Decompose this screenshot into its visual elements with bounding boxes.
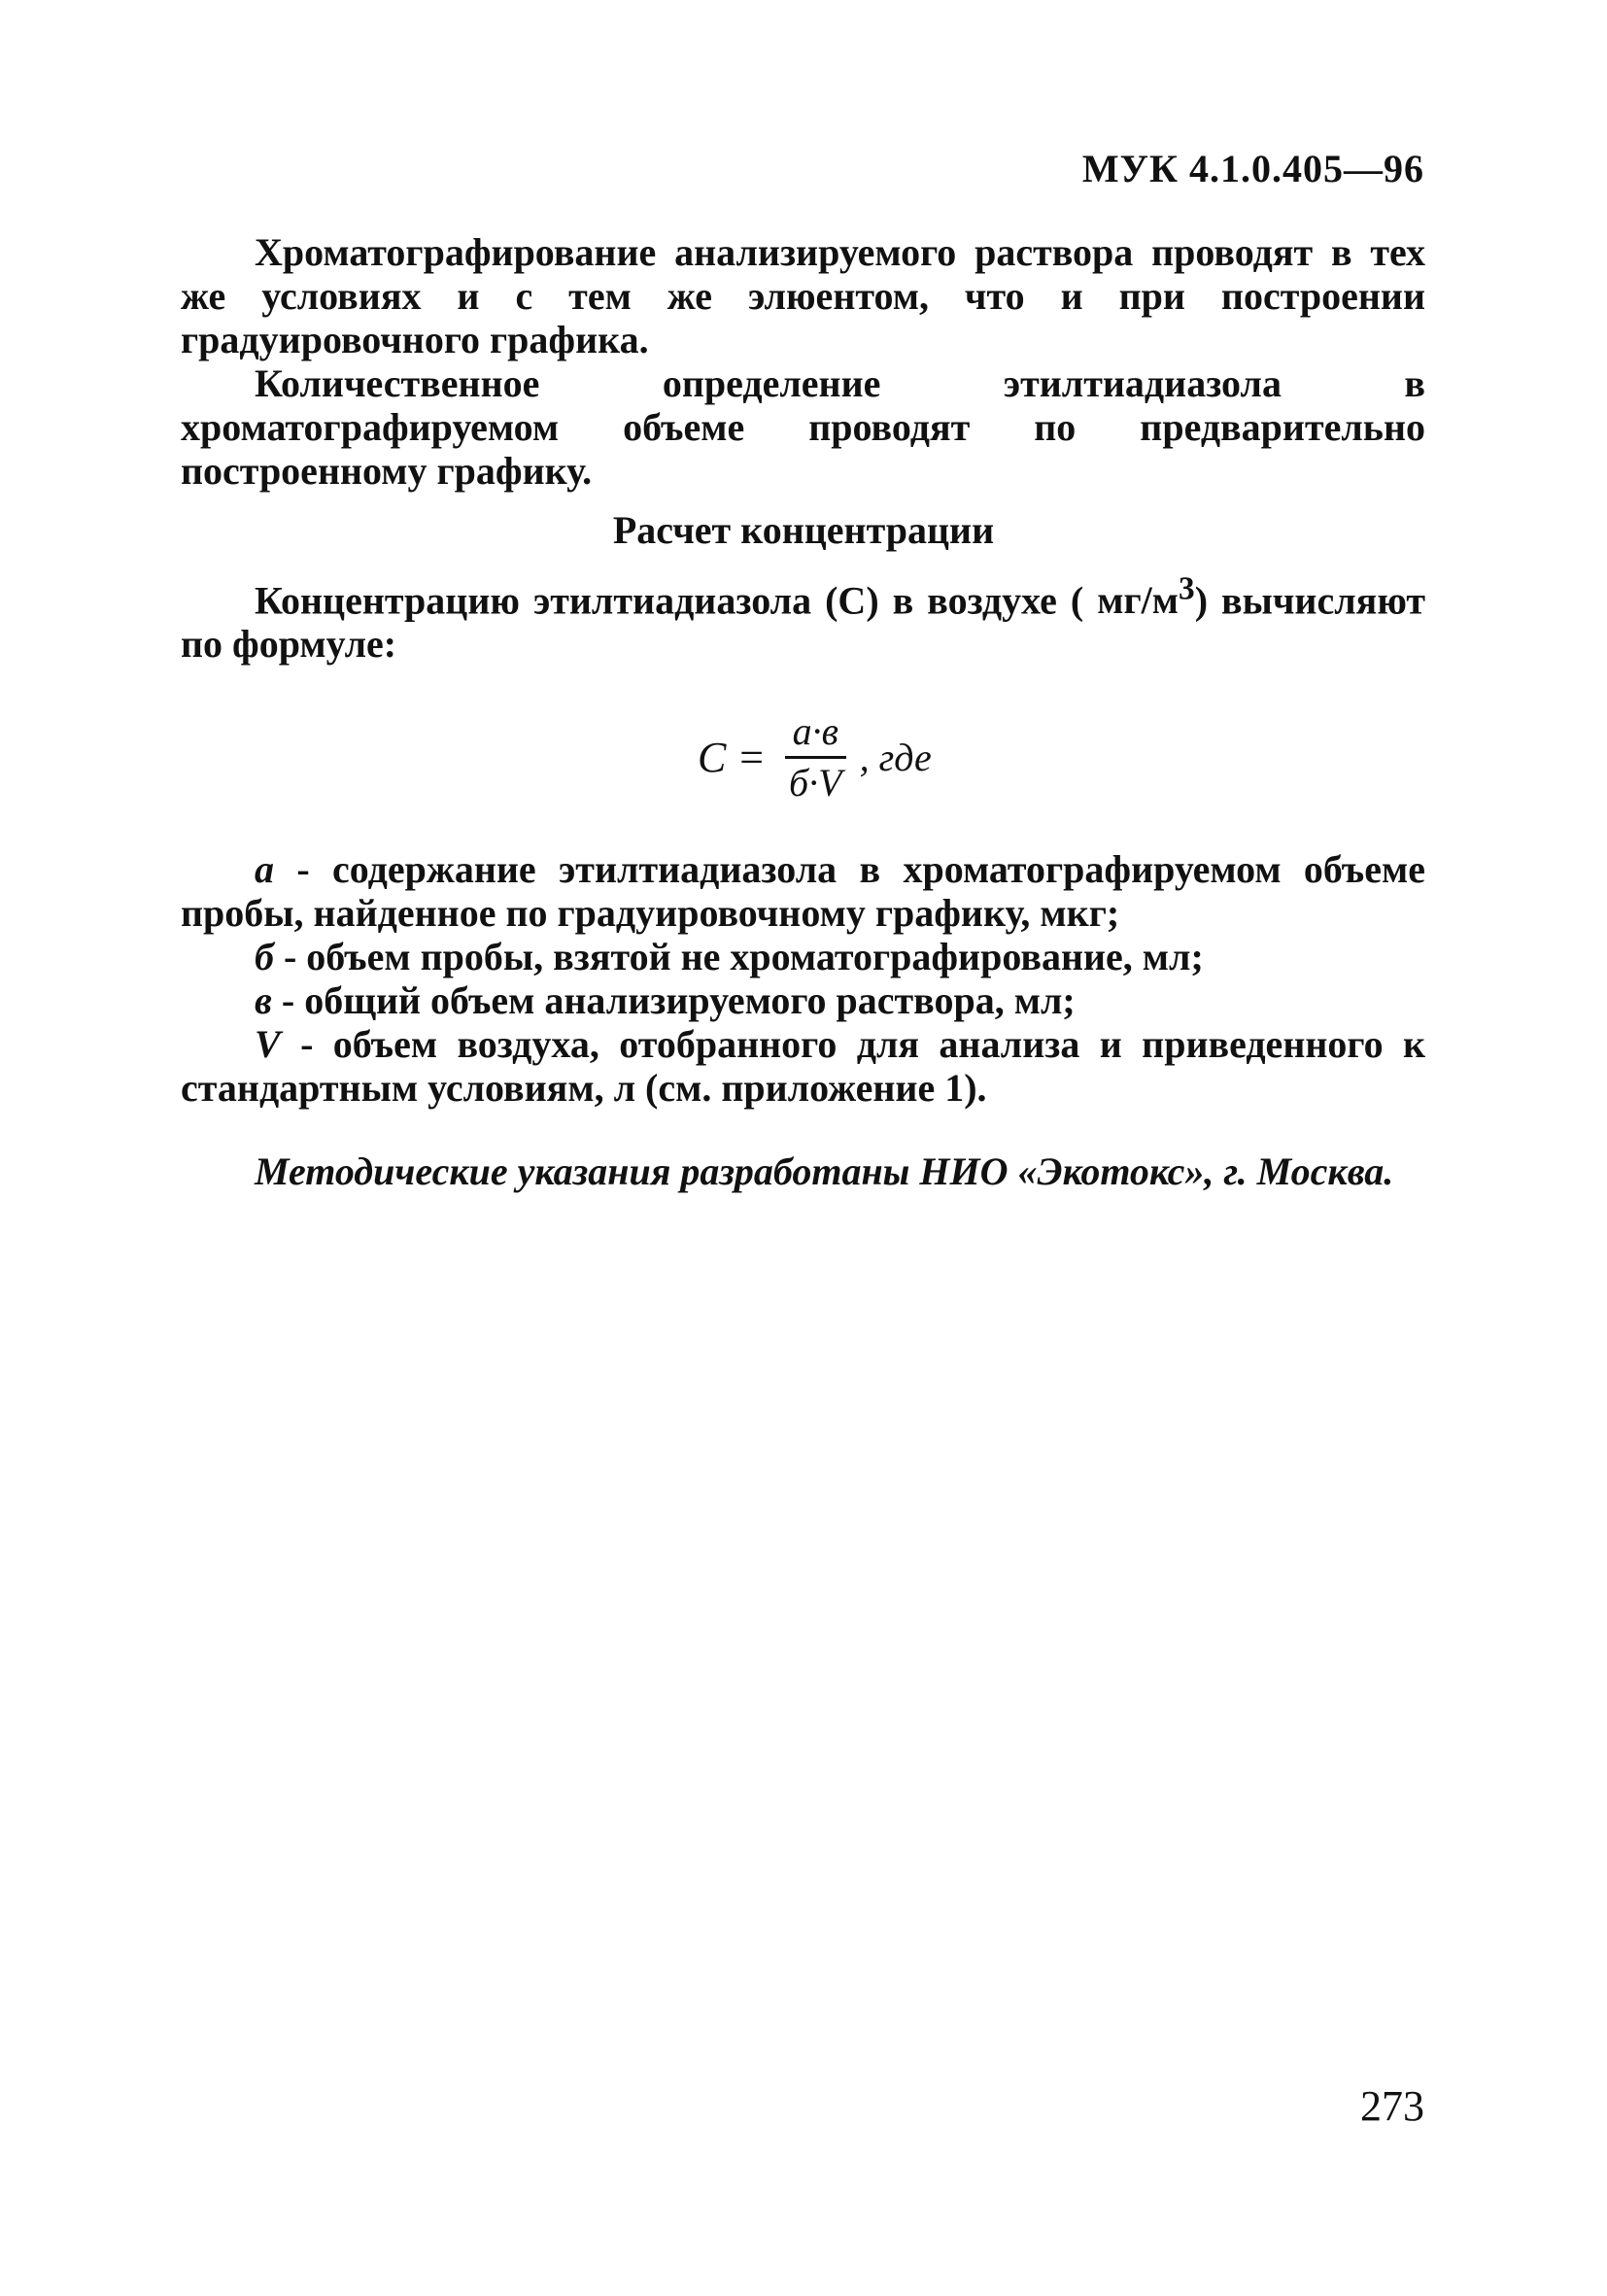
definition-item [181,1022,1425,1110]
unit-base: мг/м [1097,578,1180,623]
definition-symbol: а [255,847,274,891]
formula-fraction [781,709,850,805]
unit [1097,571,1195,623]
paragraph: Количественное определение этилтиадиазола в хроматографируемом объеме проводят по предварительно построенному графику. [181,361,1425,493]
definition-item [181,935,1425,978]
definition-item [181,978,1425,1022]
unit-exponent: 3 [1179,571,1195,607]
definition-symbol: б [255,935,274,978]
definition-symbol: V [255,1022,281,1066]
page-number: 273 [1360,2082,1424,2130]
formula-lhs: С = [698,734,767,781]
intro-paragraphs [181,230,1425,493]
formula-numerator: а·в [785,709,846,759]
definition-text: - объем пробы, взятой не хроматографирование, мл; [273,935,1204,978]
definition-item [181,847,1425,935]
paragraph [181,567,1425,666]
definition-text: - содержание этилтиадиазола в хроматографируемом объеме пробы, найденное по градуировочному графику, мкг; [181,847,1425,935]
concentration-intro [181,567,1425,666]
variable-definitions [181,847,1425,1110]
formula-denominator: б·V [789,761,842,805]
intro-text-after-unit: ) вычисляют по формуле: [181,578,1426,667]
formula-tail: , где [859,736,932,779]
intro-text-before-unit: Концентрацию этилтиадиазола (С) в воздухе ( [255,578,1084,623]
definition-text: - объем воздуха, отобранного для анализа и приведенного к стандартным условиям, л (см. приложение 1). [181,1022,1425,1110]
section-title: Расчет концентрации [612,508,995,552]
paragraph: Хроматографирование анализируемого раствора проводят в тех же условиях и с тем же элюентом, что и при построении градуировочного графика. [181,230,1425,361]
document-code: МУК 4.1.0.405—96 [1081,147,1424,190]
definition-symbol: в [255,978,272,1022]
authorship-note: Методические указания разработаны НИО «Экотокс», г. Москва. [255,1149,1394,1193]
concentration-formula [698,709,932,805]
definition-text: - общий объем анализируемого раствора, мл; [271,978,1076,1022]
